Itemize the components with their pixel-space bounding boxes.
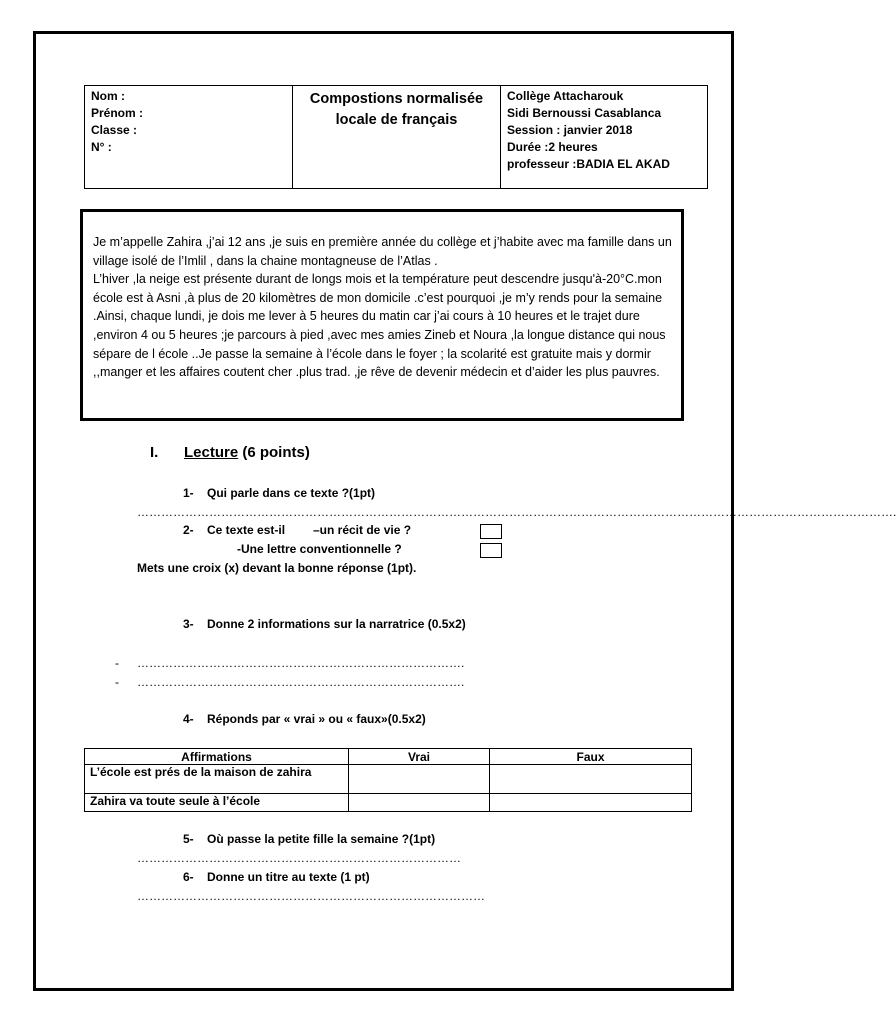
school-name: Collège Attacharouk <box>507 89 624 103</box>
exam-title-line1: Compostions normalisée <box>309 91 484 107</box>
table-row <box>85 794 692 812</box>
question-5 <box>183 832 435 846</box>
question-4 <box>183 712 426 726</box>
question-5-text: Où passe la petite fille la semaine ?(1pt) <box>207 832 436 846</box>
question-1-number: 1- <box>183 486 194 500</box>
question-3-text: Donne 2 informations sur la narratrice (0.5x2) <box>207 617 466 631</box>
option-recit-de-vie: –un récit de vie ? <box>313 523 412 537</box>
question-6-text: Donne un titre au texte (1 pt) <box>207 870 370 884</box>
section-title <box>150 444 310 461</box>
checkbox-recit-de-vie[interactable] <box>480 524 502 539</box>
firstname-field[interactable]: Prénom : <box>91 106 144 120</box>
text-paragraph-1: Je m’appelle Zahira ,j’ai 12 ans ,je suis en première année du collège et j’habite avec ma famille dans un village isolé de l’Imlil , dans la chaine montagneuse de l’Atlas . <box>93 235 672 268</box>
name-field[interactable]: Nom : <box>91 89 125 103</box>
question-4-number: 4- <box>183 712 194 726</box>
table-row <box>85 765 692 794</box>
question-1-text: Qui parle dans ce texte ?(1pt) <box>207 486 376 500</box>
vrai-cell-2[interactable] <box>349 794 490 812</box>
section-points: (6 points) <box>238 444 310 461</box>
faux-cell-2[interactable] <box>490 794 692 812</box>
question-4-text: Réponds par « vrai » ou « faux»(0.5x2) <box>207 712 426 726</box>
exam-title-cell <box>293 86 501 188</box>
class-field[interactable]: Classe : <box>91 123 138 137</box>
header-affirmations: Affirmations <box>85 749 349 765</box>
statement-2: Zahira va toute seule à l’école <box>85 794 349 812</box>
checkbox-lettre[interactable] <box>480 543 502 558</box>
bullet-1: - <box>115 656 119 670</box>
header-table <box>84 85 708 189</box>
student-info-cell <box>85 86 293 188</box>
answer-line-5[interactable]: ……………………………………………………………………… <box>137 851 461 865</box>
option-lettre: -Une lettre conventionnelle ? <box>237 542 402 556</box>
section-number: I. <box>150 444 159 461</box>
answer-line-1[interactable]: ………………………………………………………………………………………………………………………………………………………………………. <box>137 505 896 519</box>
question-6-number: 6- <box>183 870 194 884</box>
reading-text-box <box>80 209 684 421</box>
answer-line-3b[interactable]: ………………………………………………………………………. <box>137 675 465 689</box>
true-false-table <box>84 748 692 812</box>
number-field[interactable]: N° : <box>91 140 112 154</box>
question-2-number: 2- <box>183 523 194 537</box>
duration: Durée :2 heures <box>507 140 598 154</box>
question-2-text: Ce texte est-il <box>207 523 286 537</box>
question-2-instruction: Mets une croix (x) devant la bonne réponse (1pt). <box>137 561 417 575</box>
bullet-2: - <box>115 675 119 689</box>
question-3-number: 3- <box>183 617 194 631</box>
header-faux: Faux <box>490 749 692 765</box>
answer-line-3a[interactable]: ………………………………………………………………………. <box>137 656 465 670</box>
question-1 <box>183 486 375 500</box>
session: Session : janvier 2018 <box>507 123 633 137</box>
school-location: Sidi Bernoussi Casablanca <box>507 106 662 120</box>
faux-cell-1[interactable] <box>490 765 692 794</box>
question-6 <box>183 870 370 884</box>
section-name: Lecture <box>184 444 239 461</box>
statement-1: L’école est prés de la maison de zahira <box>85 765 349 794</box>
question-3 <box>183 617 466 631</box>
answer-line-6[interactable]: …………………………………………………………………………… <box>137 889 485 903</box>
text-paragraph-2: L’hiver ,la neige est présente durant de longs mois et la température peut descendre jusqu'à-20°C.mon école est à Asni ,à plus de 20 kilomètres de mon domicile .c’est pourquoi ,je m’y rends pour la semaine .Ainsi, chaque lundi, je dois me lever à 5 heures du matin car j’ai cours à 10 heures et le trajet dure ,environ 4 ou 5 heures ;je parcours à pied ,avec mes amies Zineb et Noura ,la longue distance qui nous sépare de l école ..Je passe la semaine à l’école dans le foyer ; la scolarité est gratuite mais y dormir ,,manger et les affaires coutent cher .plus trad. ,je rêve de devenir médecin et d’aider les plus pauvres. <box>93 272 666 380</box>
teacher: professeur :BADIA EL AKAD <box>507 157 670 171</box>
question-5-number: 5- <box>183 832 194 846</box>
question-2 <box>183 523 285 537</box>
vrai-cell-1[interactable] <box>349 765 490 794</box>
header-vrai: Vrai <box>349 749 490 765</box>
school-info-cell <box>501 86 707 188</box>
exam-title-line2: locale de français <box>335 112 458 128</box>
